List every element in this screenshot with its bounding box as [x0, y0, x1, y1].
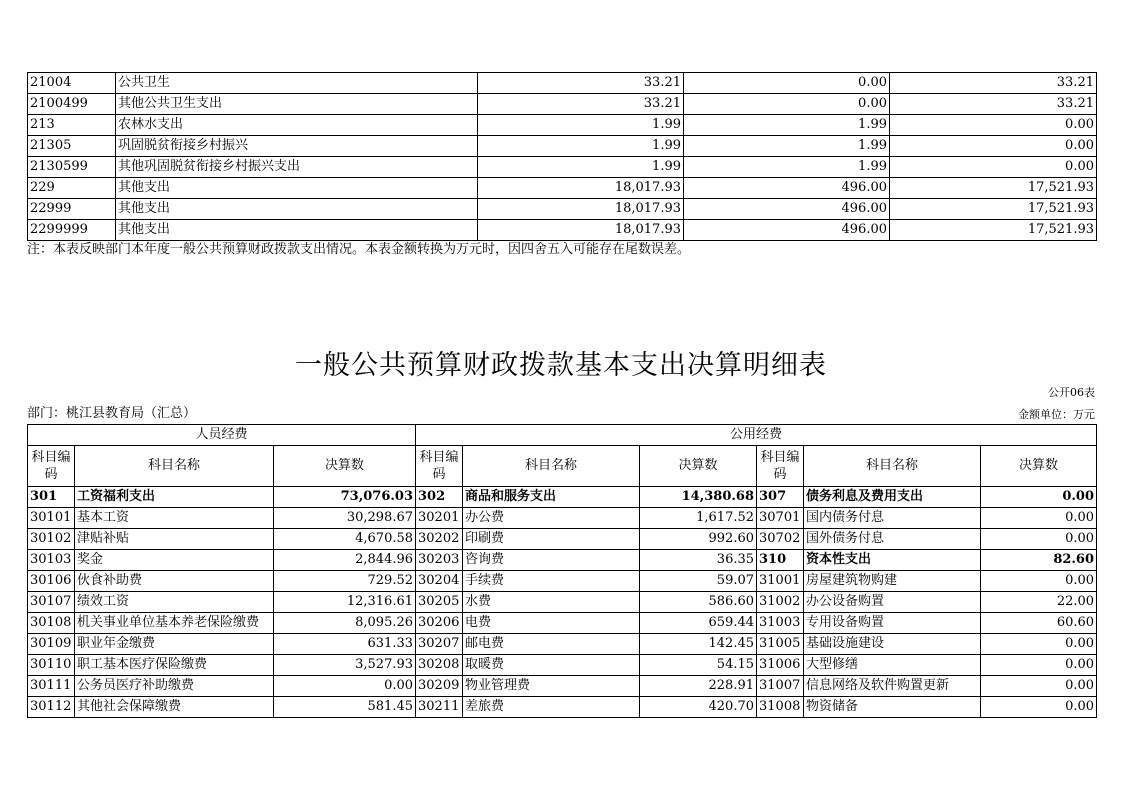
subject-code-cell: 302: [416, 487, 463, 508]
subject-code-cell: 30205: [416, 592, 463, 613]
amount-cell: 54.15: [640, 655, 757, 676]
subject-name-cell: 物资储备: [804, 697, 981, 718]
subject-name-cell: 债务利息及费用支出: [804, 487, 981, 508]
subject-code-cell: 30208: [416, 655, 463, 676]
amount-cell: 0.00: [981, 508, 1097, 529]
name-header: 科目名称: [75, 446, 274, 487]
subject-name-cell: 公务员医疗补助缴费: [75, 676, 274, 697]
subject-name-cell: 国外债务付息: [804, 529, 981, 550]
subject-name-cell: 办公设备购置: [804, 592, 981, 613]
amount-cell: 0.00: [981, 634, 1097, 655]
project-amount-cell: 17,521.93: [890, 220, 1097, 241]
subject-code-cell: 31003: [757, 613, 804, 634]
subject-code-cell: 30112: [28, 697, 75, 718]
subject-name-cell: 手续费: [463, 571, 640, 592]
subject-code-cell: 30201: [416, 508, 463, 529]
subject-name-cell: 其他社会保障缴费: [75, 697, 274, 718]
subject-code-cell: 30204: [416, 571, 463, 592]
total-amount-cell: 18,017.93: [478, 220, 684, 241]
subject-name-cell: 房屋建筑物购建: [804, 571, 981, 592]
code-header: 科目编码: [757, 446, 804, 487]
subject-name-cell: 其他公共卫生支出: [116, 94, 478, 115]
subject-name-cell: 其他支出: [116, 178, 478, 199]
amount-cell: 3,527.93: [274, 655, 416, 676]
subject-code-cell: 2100499: [28, 94, 116, 115]
table-row: [28, 550, 1097, 571]
subject-name-cell: 其他巩固脱贫衔接乡村振兴支出: [116, 157, 478, 178]
subject-name-cell: 水费: [463, 592, 640, 613]
amount-cell: 659.44: [640, 613, 757, 634]
subject-code-cell: 2299999: [28, 220, 116, 241]
subject-name-cell: 绩效工资: [75, 592, 274, 613]
subject-code-cell: 30109: [28, 634, 75, 655]
subject-code-cell: 2130599: [28, 157, 116, 178]
subject-name-cell: 职业年金缴费: [75, 634, 274, 655]
table-row: [28, 487, 1097, 508]
table-row: [28, 655, 1097, 676]
subject-code-cell: 30110: [28, 655, 75, 676]
table-row: [28, 178, 1097, 199]
subject-name-cell: 办公费: [463, 508, 640, 529]
table-row: [28, 508, 1097, 529]
subject-name-cell: 工资福利支出: [75, 487, 274, 508]
table-row: [28, 529, 1097, 550]
subject-name-cell: 商品和服务支出: [463, 487, 640, 508]
amount-cell: 12,316.61: [274, 592, 416, 613]
subject-name-cell: 巩固脱贫衔接乡村振兴: [116, 136, 478, 157]
amount-cell: 30,298.67: [274, 508, 416, 529]
subject-name-cell: 差旅费: [463, 697, 640, 718]
project-amount-cell: 33.21: [890, 94, 1097, 115]
department-label: 部门：桃江县教育局（汇总）: [27, 406, 197, 421]
amount-cell: 0.00: [981, 529, 1097, 550]
amount-cell: 82.60: [981, 550, 1097, 571]
amount-cell: 581.45: [274, 697, 416, 718]
table-note: 注：本表反映部门本年度一般公共预算财政拨款支出情况。本表金额转换为万元时，因四舍五入可能存在尾数误差。: [27, 242, 691, 257]
amount-cell: 59.07: [640, 571, 757, 592]
subject-code-cell: 30701: [757, 508, 804, 529]
total-amount-cell: 1.99: [478, 115, 684, 136]
subject-name-cell: 大型修缮: [804, 655, 981, 676]
subject-name-cell: 国内债务付息: [804, 508, 981, 529]
amount-header: 决算数: [640, 446, 757, 487]
subject-name-cell: 其他支出: [116, 199, 478, 220]
subject-name-cell: 基本工资: [75, 508, 274, 529]
subject-name-cell: 专用设备购置: [804, 613, 981, 634]
subject-code-cell: 229: [28, 178, 116, 199]
amount-cell: 1,617.52: [640, 508, 757, 529]
amount-header: 决算数: [981, 446, 1097, 487]
amount-cell: 586.60: [640, 592, 757, 613]
detail-table-body: [28, 487, 1097, 718]
amount-cell: 0.00: [274, 676, 416, 697]
subject-code-cell: 307: [757, 487, 804, 508]
basic-amount-cell: 0.00: [684, 94, 890, 115]
basic-expenditure-detail-table: [27, 424, 1097, 718]
subject-code-cell: 30209: [416, 676, 463, 697]
subject-code-cell: 31005: [757, 634, 804, 655]
amount-cell: 228.91: [640, 676, 757, 697]
subject-name-cell: 邮电费: [463, 634, 640, 655]
amount-cell: 8,095.26: [274, 613, 416, 634]
basic-amount-cell: 1.99: [684, 115, 890, 136]
amount-cell: 14,380.68: [640, 487, 757, 508]
amount-cell: 4,670.58: [274, 529, 416, 550]
subject-code-cell: 21305: [28, 136, 116, 157]
amount-cell: 0.00: [981, 676, 1097, 697]
table-row: [28, 634, 1097, 655]
subject-code-cell: 22999: [28, 199, 116, 220]
basic-amount-cell: 0.00: [684, 73, 890, 94]
subject-code-cell: 30203: [416, 550, 463, 571]
subject-code-cell: 31007: [757, 676, 804, 697]
table-row: [28, 115, 1097, 136]
amount-unit-label: 金额单位：万元: [1018, 408, 1095, 421]
amount-cell: 992.60: [640, 529, 757, 550]
basic-amount-cell: 1.99: [684, 157, 890, 178]
subject-name-cell: 电费: [463, 613, 640, 634]
subject-code-cell: 30106: [28, 571, 75, 592]
amount-cell: 0.00: [981, 487, 1097, 508]
amount-cell: 729.52: [274, 571, 416, 592]
subject-code-cell: 30211: [416, 697, 463, 718]
table-row: [28, 136, 1097, 157]
table-row: [28, 199, 1097, 220]
table-row: [28, 220, 1097, 241]
total-amount-cell: 1.99: [478, 157, 684, 178]
table-row: [28, 592, 1097, 613]
basic-amount-cell: 496.00: [684, 220, 890, 241]
subject-code-cell: 30207: [416, 634, 463, 655]
project-amount-cell: 0.00: [890, 115, 1097, 136]
amount-header: 决算数: [274, 446, 416, 487]
subject-name-cell: 取暖费: [463, 655, 640, 676]
total-amount-cell: 18,017.93: [478, 199, 684, 220]
subject-name-cell: 公共卫生: [116, 73, 478, 94]
subject-name-cell: 机关事业单位基本养老保险缴费: [75, 613, 274, 634]
project-amount-cell: 0.00: [890, 157, 1097, 178]
expenditure-table-continued: [27, 72, 1097, 241]
amount-cell: 73,076.03: [274, 487, 416, 508]
subject-code-cell: 30103: [28, 550, 75, 571]
project-amount-cell: 17,521.93: [890, 178, 1097, 199]
table-row: [28, 94, 1097, 115]
subject-name-cell: 咨询费: [463, 550, 640, 571]
project-amount-cell: 17,521.93: [890, 199, 1097, 220]
code-header: 科目编码: [28, 446, 75, 487]
name-header: 科目名称: [804, 446, 981, 487]
subject-code-cell: 30101: [28, 508, 75, 529]
personnel-group-header: 人员经费: [28, 425, 416, 446]
expenditure-table-body: [28, 73, 1097, 241]
subject-name-cell: 其他支出: [116, 220, 478, 241]
basic-amount-cell: 1.99: [684, 136, 890, 157]
subject-name-cell: 资本性支出: [804, 550, 981, 571]
subject-name-cell: 基础设施建设: [804, 634, 981, 655]
basic-amount-cell: 496.00: [684, 178, 890, 199]
subject-code-cell: 301: [28, 487, 75, 508]
amount-cell: 0.00: [981, 697, 1097, 718]
total-amount-cell: 1.99: [478, 136, 684, 157]
table-row: [28, 613, 1097, 634]
subject-code-cell: 213: [28, 115, 116, 136]
subject-name-cell: 信息网络及软件购置更新: [804, 676, 981, 697]
table-row: [28, 73, 1097, 94]
subject-code-cell: 30702: [757, 529, 804, 550]
form-code: 公开06表: [1048, 386, 1095, 399]
subject-code-cell: 310: [757, 550, 804, 571]
total-amount-cell: 33.21: [478, 94, 684, 115]
table-row: [28, 571, 1097, 592]
public-group-header: 公用经费: [416, 425, 1097, 446]
subject-name-cell: 伙食补助费: [75, 571, 274, 592]
table-row: [28, 676, 1097, 697]
amount-cell: 60.60: [981, 613, 1097, 634]
subject-code-cell: 31006: [757, 655, 804, 676]
subject-code-cell: 30206: [416, 613, 463, 634]
name-header: 科目名称: [463, 446, 640, 487]
subject-code-cell: 30108: [28, 613, 75, 634]
total-amount-cell: 33.21: [478, 73, 684, 94]
amount-cell: 22.00: [981, 592, 1097, 613]
subject-code-cell: 21004: [28, 73, 116, 94]
amount-cell: 36.35: [640, 550, 757, 571]
page-title: 一般公共预算财政拨款基本支出决算明细表: [295, 350, 827, 381]
amount-cell: 142.45: [640, 634, 757, 655]
table-row: [28, 697, 1097, 718]
subject-name-cell: 农林水支出: [116, 115, 478, 136]
amount-cell: 2,844.96: [274, 550, 416, 571]
amount-cell: 420.70: [640, 697, 757, 718]
subject-name-cell: 物业管理费: [463, 676, 640, 697]
amount-cell: 0.00: [981, 655, 1097, 676]
subject-code-cell: 30107: [28, 592, 75, 613]
amount-cell: 631.33: [274, 634, 416, 655]
subject-code-cell: 31008: [757, 697, 804, 718]
subject-code-cell: 30202: [416, 529, 463, 550]
subject-code-cell: 31001: [757, 571, 804, 592]
subject-code-cell: 30102: [28, 529, 75, 550]
code-header: 科目编码: [416, 446, 463, 487]
total-amount-cell: 18,017.93: [478, 178, 684, 199]
subject-name-cell: 印刷费: [463, 529, 640, 550]
amount-cell: 0.00: [981, 571, 1097, 592]
subject-code-cell: 31002: [757, 592, 804, 613]
table-row: [28, 157, 1097, 178]
basic-amount-cell: 496.00: [684, 199, 890, 220]
subject-code-cell: 30111: [28, 676, 75, 697]
subject-name-cell: 职工基本医疗保险缴费: [75, 655, 274, 676]
project-amount-cell: 33.21: [890, 73, 1097, 94]
subject-name-cell: 津贴补贴: [75, 529, 274, 550]
project-amount-cell: 0.00: [890, 136, 1097, 157]
subject-name-cell: 奖金: [75, 550, 274, 571]
